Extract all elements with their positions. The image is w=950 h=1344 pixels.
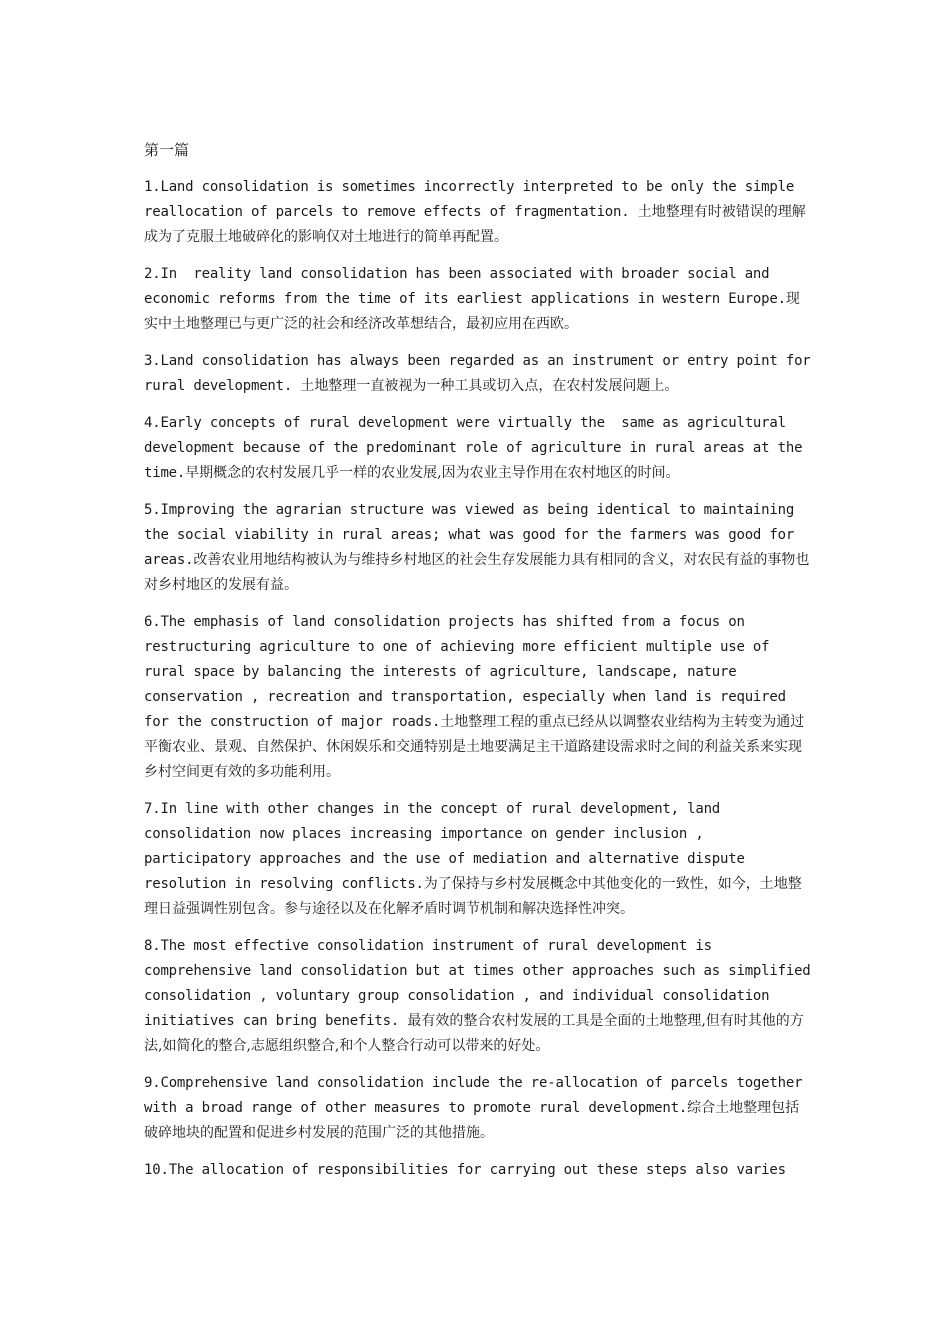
english-text: Comprehensive land consolidation include the re-allocation of parcels together with a broad range of other measures to promote rural development. [144,1075,803,1116]
english-text: The most effective consolidation instrument of rural development is comprehensive land consolidation but at times other approaches such as simplified consolidation , voluntary group consolidation , and individual consolidation initiatives can bring benefits. [144,938,811,1029]
paragraph-6 [144,610,812,785]
paragraph-7 [144,797,812,922]
english-text: The allocation of responsibilities for carrying out these steps also varies [168,1162,786,1178]
paragraph-4 [144,411,812,486]
paragraph-number: 6. [144,614,161,630]
paragraph-10 [144,1158,812,1183]
document-heading: 第一篇 [144,141,190,159]
paragraph-number: 4. [144,415,161,431]
english-text: The emphasis of land consolidation projects has shifted from a focus on restructuring agriculture to one of achieving more efficient multiple use of rural space by balancing the interests of agriculture, landscape, nature conservation , recreation and transportation, especially when land is required for the construction of major roads. [144,614,786,730]
english-text: In line with other changes in the concept of rural development, land consolidation now places increasing importance on gender inclusion , participatory approaches and the use of mediation and alternative dispute resolution in resolving conflicts. [144,801,745,892]
paragraph-9 [144,1071,812,1146]
english-text: Improving the agrarian structure was viewed as being identical to maintaining the social viability in rural areas; what was good for the farmers was good for areas. [144,502,795,568]
paragraph-number: 5. [144,502,161,518]
chinese-text: 土地整理有时被错误的理解成为了克服土地破碎化的影响仅对土地进行的简单再配置。 [144,204,806,245]
paragraph-8 [144,934,812,1059]
paragraph-number: 9. [144,1075,161,1091]
paragraph-number: 1. [144,179,161,195]
paragraph-number: 7. [144,801,161,817]
paragraph-number: 2. [144,266,161,282]
chinese-text: 最有效的整合农村发展的工具是全面的土地整理,但有时其他的方法,如简化的整合,志愿组织整合,和个人整合行动可以带来的好处。 [144,1013,804,1054]
english-text: Land consolidation is sometimes incorrectly interpreted to be only the simple reallocation of parcels to remove effects of fragmentation. [144,179,795,220]
paragraph-2 [144,262,812,337]
english-text: In reality land consolidation has been associated with broader social and economic reforms from the time of its earliest applications in western Europe. [144,266,786,307]
paragraph-3 [144,349,812,399]
paragraph-1 [144,175,812,250]
chinese-text: 为了保持与乡村发展概念中其他变化的一致性，如今，土地整理日益强调性别包含。参与途径以及在化解矛盾时调节机制和解决选择性冲突。 [144,876,802,917]
english-text: Early concepts of rural development were virtually the same as agricultural development because of the predominant role of agriculture in rural areas at the time. [144,415,811,481]
paragraph-number: 8. [144,938,161,954]
chinese-text: 综合土地整理包括破碎地块的配置和促进乡村发展的范围广泛的其他措施。 [144,1100,800,1141]
chinese-text: 土地整理工程的重点已经从以调整农业结构为主转变为通过平衡农业、景观、自然保护、休闲娱乐和交通特别是土地要满足主干道路建设需求时之间的利益关系来实现乡村空间更有效的多功能利用。 [144,714,805,780]
paragraph-5 [144,498,812,598]
document-page [144,138,812,1195]
chinese-text: 改善农业用地结构被认为与维持乡村地区的社会生存发展能力具有相同的含义，对农民有益的事物也对乡村地区的发展有益。 [144,552,810,593]
chinese-text: 现实中土地整理已与更广泛的社会和经济改革想结合，最初应用在西欧。 [144,291,800,332]
english-text: Land consolidation has always been regarded as an instrument or entry point for rural development. [144,353,811,394]
paragraph-number: 3. [144,353,161,369]
chinese-text: 土地整理一直被视为一种工具或切入点，在农村发展问题上。 [300,378,679,394]
chinese-text: 早期概念的农村发展几乎一样的农业发展,因为农业主导作用在农村地区的时间。 [185,465,680,481]
paragraph-number: 10. [144,1162,169,1178]
